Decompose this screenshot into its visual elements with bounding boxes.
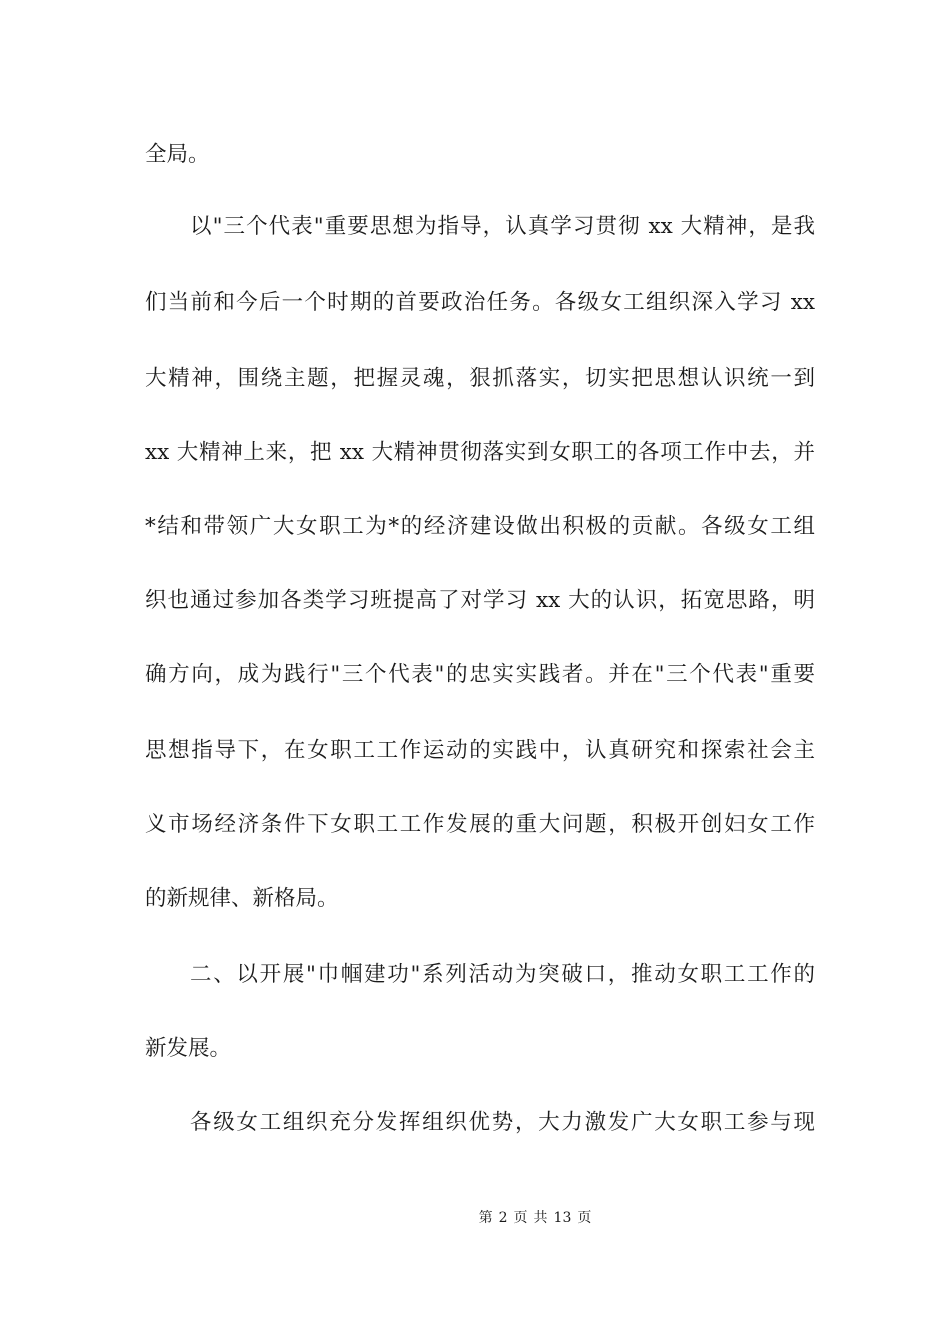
- text-line: *结和带领广大女职工为*的经济建设做出积极的贡献。各级女工组: [145, 514, 815, 539]
- footer-total-word: 共: [533, 1210, 548, 1226]
- text-line: 大精神，围绕主题，把握灵魂，狠抓落实，切实把思想认识统一到: [145, 366, 815, 391]
- footer-page-word: 页: [513, 1210, 528, 1226]
- paragraph-start-line: 各级女工组织充分发挥组织优势，大力激发广大女职工参与现: [190, 1110, 815, 1135]
- text-line: 的新规律、新格局。: [145, 886, 339, 911]
- text-line: 思想指导下，在女职工工作运动的实践中，认真研究和探索社会主: [145, 738, 815, 763]
- text-line: xx 大精神上来，把 xx 大精神贯彻落实到女职工的各项工作中去，并: [145, 440, 815, 465]
- text-line: 义市场经济条件下女职工工作发展的重大问题，积极开创妇女工作: [145, 812, 815, 837]
- text-line: 织也通过参加各类学习班提高了对学习 xx 大的认识，拓宽思路，明: [145, 588, 815, 613]
- section-heading-line: 二、以开展"巾帼建功"系列活动为突破口，推动女职工工作的: [190, 962, 815, 987]
- page-number-footer: [0, 1208, 950, 1228]
- text-line: 们当前和今后一个时期的首要政治任务。各级女工组织深入学习 xx: [145, 290, 815, 315]
- footer-suffix: 页: [577, 1210, 592, 1226]
- footer-prefix: 第: [478, 1210, 493, 1226]
- paragraph-start-line: 以"三个代表"重要思想为指导，认真学习贯彻 xx 大精神，是我: [190, 214, 815, 239]
- section-heading-line: 新发展。: [145, 1036, 232, 1061]
- text-line: 确方向，成为践行"三个代表"的忠实实践者。并在"三个代表"重要: [145, 662, 815, 687]
- text-line: 全局。: [145, 142, 210, 167]
- current-page-number: 2: [498, 1210, 508, 1226]
- total-page-count: 13: [553, 1210, 572, 1226]
